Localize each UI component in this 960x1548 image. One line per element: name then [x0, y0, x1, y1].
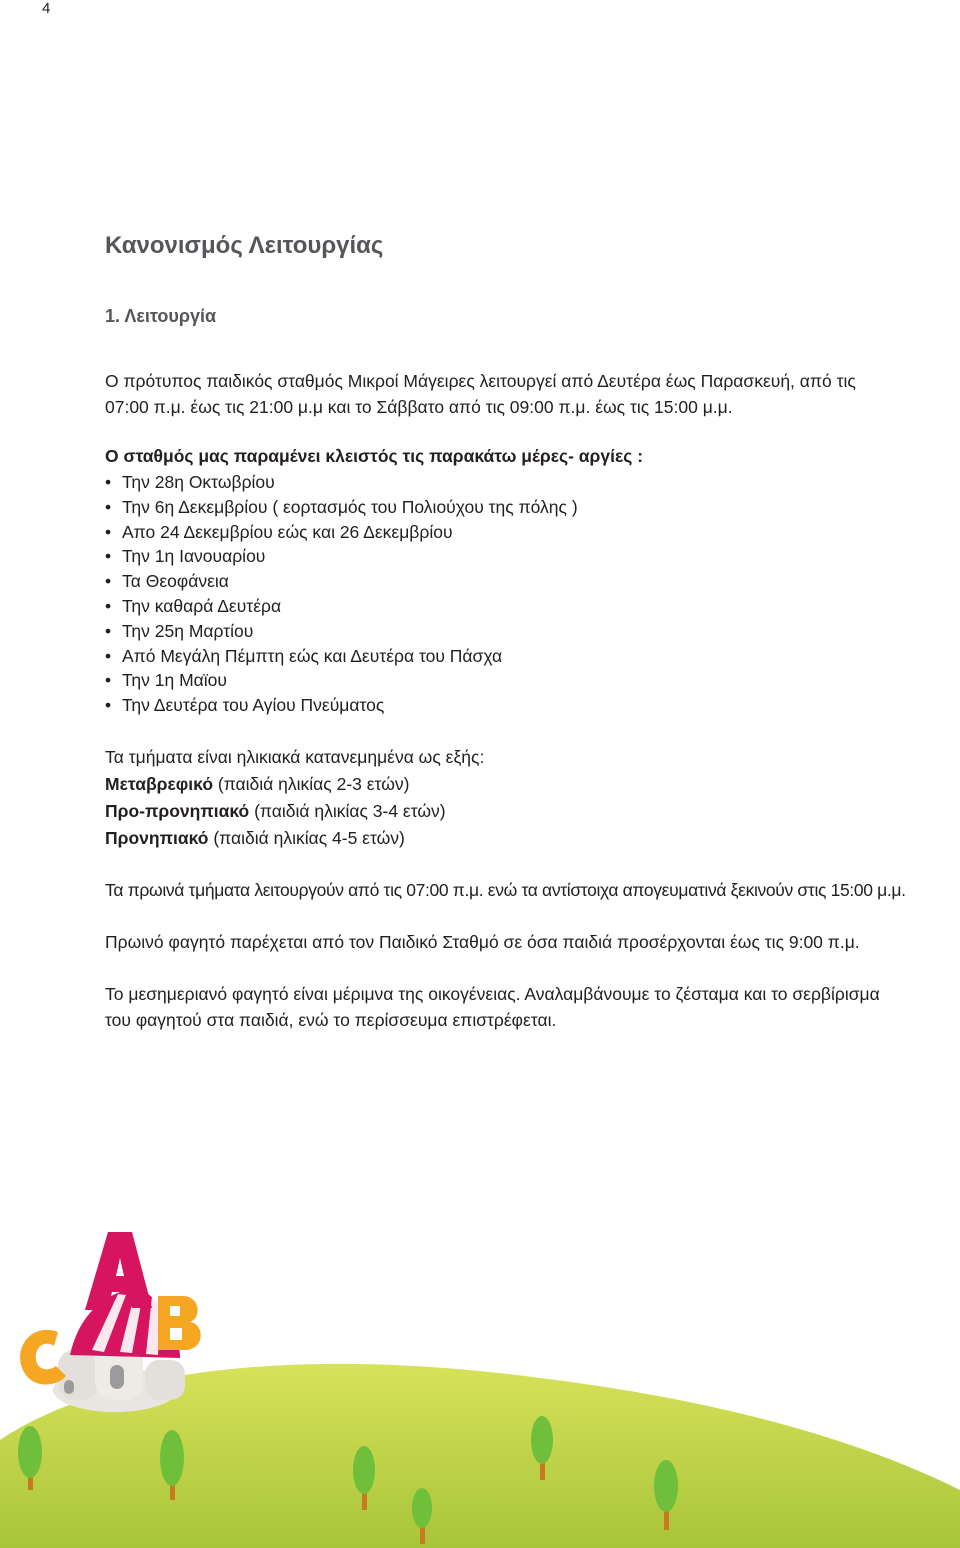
bullet-icon: •	[105, 670, 112, 691]
letter-c-icon	[20, 1330, 66, 1385]
age-group-detail: (παιδιά ηλικίας 4-5 ετών)	[208, 828, 405, 848]
bullet-icon: •	[105, 595, 112, 616]
list-item	[105, 569, 578, 594]
list-item	[105, 544, 578, 569]
age-group-detail: (παιδιά ηλικίας 3-4 ετών)	[249, 801, 446, 821]
list-item	[105, 470, 578, 495]
age-groups	[105, 744, 484, 852]
lunch-line-2: του φαγητού στα παιδιά, ενώ το περίσσευμα επιστρέφεται.	[105, 1010, 557, 1030]
holiday-label: Την 28η Οκτωβρίου	[122, 472, 275, 492]
hill-illustration	[0, 1200, 960, 1548]
holiday-label: Απο 24 Δεκεμβρίου εώς και 26 Δεκεμβρίου	[122, 521, 453, 542]
age-group-name: Μεταβρεφικό	[105, 774, 214, 794]
age-groups-intro: Τα τμήματα είναι ηλικιακά κατανεμημένα ως εξής:	[105, 747, 485, 767]
intro-line-1: Ο πρότυπος παιδικός σταθμός Μικροί Μάγειρες λειτουργεί από Δευτέρα έως Παρασκευή, από τις	[105, 371, 856, 391]
list-item	[105, 619, 578, 644]
age-group-row	[105, 771, 484, 798]
age-group-name: Προ-προνηπιακό	[105, 801, 250, 821]
intro-paragraph	[105, 368, 856, 420]
list-item	[105, 520, 578, 545]
holiday-list	[105, 470, 578, 718]
age-group-row	[105, 825, 484, 852]
lunch-paragraph	[105, 981, 880, 1033]
list-item	[105, 668, 578, 693]
bullet-icon: •	[105, 571, 112, 592]
section-heading: 1. Λειτουργία	[105, 306, 217, 326]
list-item	[105, 594, 578, 619]
holiday-label: Την 1η Μαϊου	[122, 670, 227, 691]
list-item	[105, 495, 578, 520]
age-group-detail: (παιδιά ηλικίας 2-3 ετών)	[213, 774, 410, 794]
bullet-icon: •	[105, 496, 112, 517]
intro-line-2: 07:00 π.μ. έως τις 21:00 μ.μ και το Σάββατο από τις 09:00 π.μ. έως τις 15:00 μ.μ.	[105, 397, 733, 417]
lunch-line-1: Το μεσημεριανό φαγητό είναι μέριμνα της οικογένειας. Αναλαμβάνουμε το ζέσταμα και το σερβίρισμα	[105, 984, 880, 1004]
bullet-icon: •	[105, 695, 112, 716]
schedule-paragraph: Τα πρωινά τμήματα λειτουργούν από τις 07:00 π.μ. ενώ τα αντίστοιχα απογευματινά ξεκινούν στις 15:00 μ.μ.	[105, 880, 906, 900]
bullet-icon: •	[105, 620, 112, 641]
age-group-name: Προνηπιακό	[105, 828, 209, 848]
bullet-icon: •	[105, 546, 112, 567]
letter-b-icon	[158, 1296, 201, 1350]
age-group-row	[105, 798, 484, 825]
breakfast-paragraph: Πρωινό φαγητό παρέχεται από τον Παιδικό Σταθμό σε όσα παιδιά προσέρχονται έως τις 9:00 π.μ.	[105, 932, 860, 952]
bullet-icon: •	[105, 645, 112, 666]
holiday-label: Την 6η Δεκεμβρίου ( εορτασμός του Πολιούχου της πόλης )	[122, 496, 578, 517]
bullet-icon: •	[105, 521, 112, 542]
page-number: 4	[42, 0, 51, 17]
page-title: Κανονισμός Λειτουργίας	[105, 232, 384, 259]
holiday-label: Την Δευτέρα του Αγίου Πνεύματος	[122, 695, 385, 716]
holiday-label: Την καθαρά Δευτέρα	[122, 595, 282, 616]
bullet-icon: •	[105, 472, 112, 492]
holiday-label: Την 25η Μαρτίου	[122, 620, 254, 641]
list-item	[105, 644, 578, 669]
list-item	[105, 693, 578, 718]
holiday-label: Τα Θεοφάνεια	[122, 571, 229, 592]
holiday-label: Την 1η Ιανουαρίου	[122, 546, 266, 567]
holiday-label: Από Μεγάλη Πέμπτη εώς και Δευτέρα του Πάσχα	[122, 645, 503, 666]
closed-days-heading: Ο σταθμός μας παραμένει κλειστός τις παρακάτω μέρες- αργίες :	[105, 446, 644, 466]
